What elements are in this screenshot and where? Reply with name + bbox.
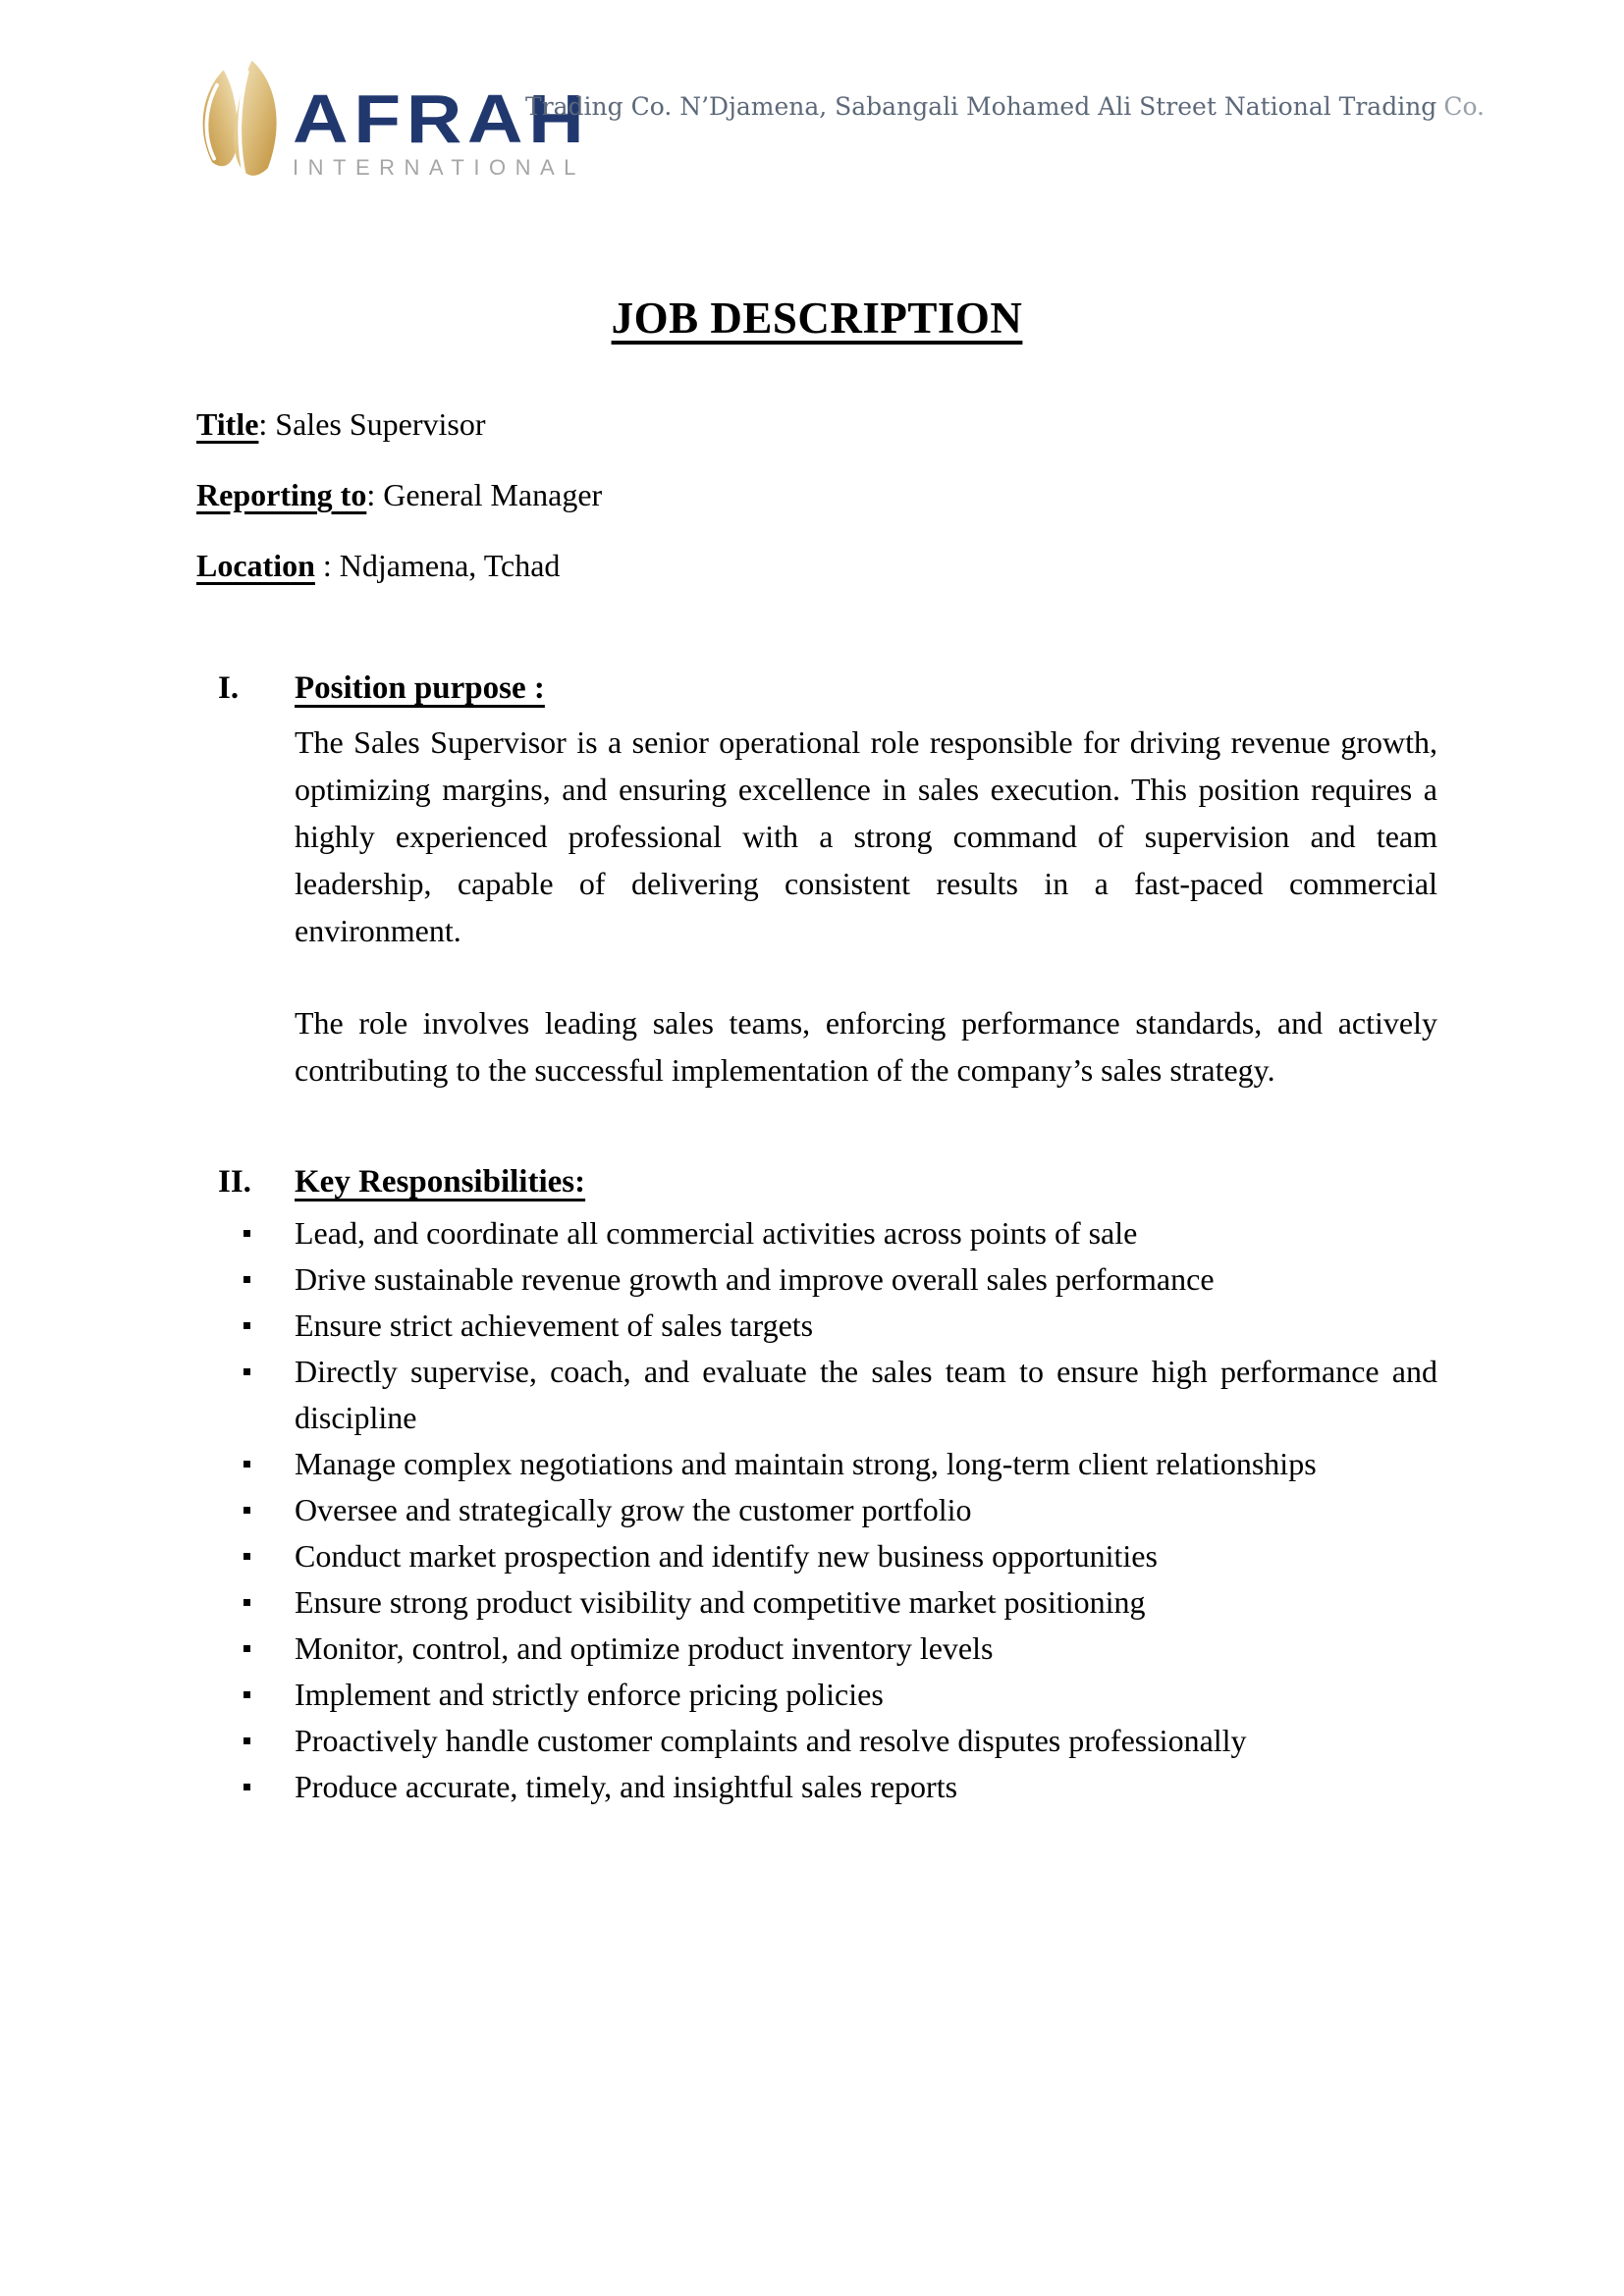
afrah-logo — [192, 57, 590, 192]
list-item: Drive sustainable revenue growth and improve overall sales performance — [295, 1256, 1437, 1303]
job-meta — [196, 402, 1437, 588]
list-item: Ensure strong product visibility and competitive market positioning — [295, 1579, 1437, 1626]
meta-label: Reporting to — [196, 477, 367, 512]
list-item: Implement and strictly enforce pricing policies — [295, 1672, 1437, 1718]
meta-row-title — [196, 402, 1437, 447]
purpose-paragraph: The Sales Supervisor is a senior operational role responsible for driving revenue growth, optimizing margins, and ensuring excellence in sales execution. This position requires a highly experienced professional with a strong command of supervision and team leadership, capable of delivering consistent results in a fast-paced commercial environment. — [295, 724, 1437, 948]
section-numeral: I. — [218, 670, 240, 706]
list-item: Monitor, control, and optimize product inventory levels — [295, 1626, 1437, 1672]
meta-row-location — [196, 544, 1437, 588]
meta-value: Sales Supervisor — [275, 406, 486, 442]
section-numeral: II. — [218, 1164, 251, 1200]
document-title: JOB DESCRIPTION — [611, 294, 1023, 343]
tagline-suffix: Co. — [1443, 92, 1485, 121]
meta-row-reporting — [196, 473, 1437, 517]
list-item: Ensure strict achievement of sales targets — [295, 1303, 1437, 1349]
section-key-responsibilities — [196, 1164, 1437, 1810]
list-item: Manage complex negotiations and maintain strong, long-term client relationships — [295, 1441, 1437, 1487]
tagline-main: Trading Co. N’Djamena, Sabangali Mohamed Ali Street National Trading — [525, 92, 1437, 121]
meta-label: Title — [196, 406, 259, 442]
list-item: Oversee and strategically grow the customer portfolio — [295, 1487, 1437, 1533]
list-item: Directly supervise, coach, and evaluate the sales team to ensure high performance and discipline — [295, 1349, 1437, 1441]
section-heading-row — [196, 670, 1437, 707]
company-tagline — [525, 92, 1485, 121]
document-content — [196, 293, 1437, 1810]
logo-subtitle: INTERNATIONAL — [293, 155, 585, 180]
meta-separator: : — [258, 406, 276, 442]
section-position-purpose — [196, 670, 1437, 1094]
gold-leaves-icon — [192, 57, 287, 192]
responsibilities-list — [295, 1210, 1437, 1810]
meta-value: General Manager — [383, 477, 603, 512]
meta-separator: : — [314, 548, 340, 583]
list-item: Lead, and coordinate all commercial activities across points of sale — [295, 1210, 1437, 1256]
logo-wordmark: AFRAH — [293, 80, 590, 157]
purpose-paragraph: The role involves leading sales teams, enforcing performance standards, and actively contributing to the successful implementation of the company’s sales strategy. — [295, 1005, 1437, 1088]
list-item: Produce accurate, timely, and insightful sales reports — [295, 1764, 1437, 1810]
section-heading: Key Responsibilities: — [295, 1164, 586, 1200]
section-heading-row — [196, 1164, 1437, 1201]
meta-label: Location — [196, 548, 315, 583]
list-item: Proactively handle customer complaints and resolve disputes professionally — [295, 1718, 1437, 1764]
list-item: Conduct market prospection and identify new business opportunities — [295, 1533, 1437, 1579]
meta-separator: : — [366, 477, 384, 512]
section-heading: Position purpose : — [295, 670, 545, 706]
meta-value: Ndjamena, Tchad — [339, 548, 561, 583]
section-body — [295, 719, 1437, 1094]
